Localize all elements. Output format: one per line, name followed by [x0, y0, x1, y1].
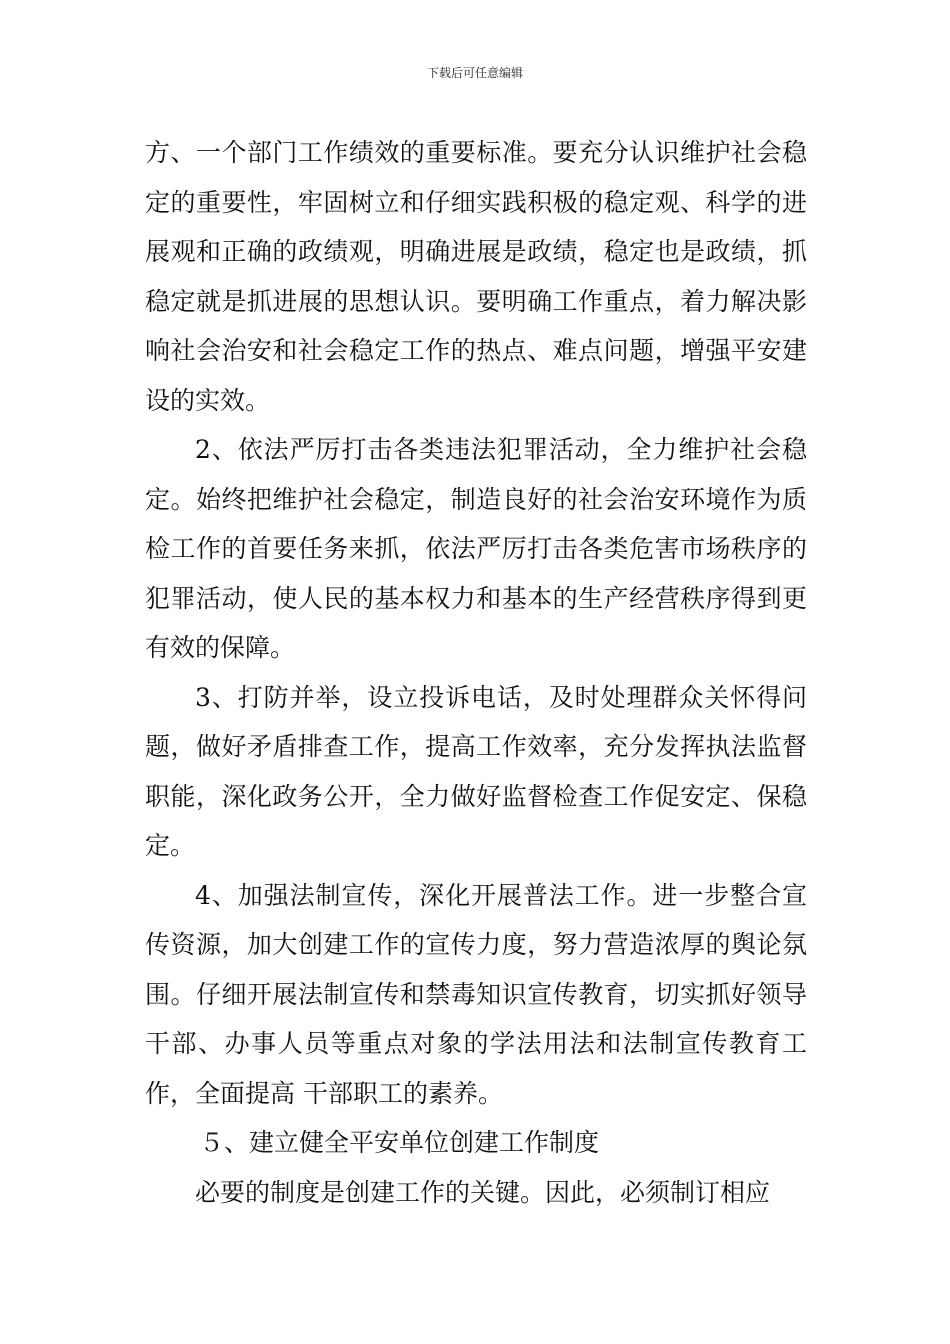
paragraph-item-2: 2、依法严厉打击各类违法犯罪活动，全力维护社会稳定。始终把维护社会稳定，制造良好的社会治安环境作为质检工作的首要任务来抓，依法严厉打击各类危害市场秩序的犯罪活动，使人民的基本权力和基本的生产经营秩序得到更有效的保障。: [145, 435, 807, 662]
page-header: 下载后可任意编辑: [426, 66, 523, 80]
paragraph-item-4: 4、加强法制宣传，深化开展普法工作。进一步整合宣传资源，加大创建工作的宣传力度，努力营造浓厚的舆论氛围。仔细开展法制宣传和禁毒知识宣传教育，切实抓好领导干部、办事人员等重点对象的学法用法和法制宣传教育工作，全面提高 干部职工的素养。: [145, 880, 807, 1108]
paragraph-item-5-heading: ５、建立健全平安单位创建工作制度: [199, 1128, 600, 1157]
paragraph-item-3: 3、打防并举，设立投诉电话，及时处理群众关怀得问题，做好矛盾排查工作，提高工作效率，充分发挥执法监督职能，深化政务公开，全力做好监督检查工作促安定、保稳定。: [145, 682, 807, 860]
paragraph-continuation: 方、一个部门工作绩效的重要标准。要充分认识维护社会稳定的重要性，牢固树立和仔细实践积极的稳定观、科学的进展观和正确的政绩观，明确进展是政绩，稳定也是政绩，抓稳定就是抓进展的思想认识。要明确工作重点，着力解决影响社会治安和社会稳定工作的热点、难点问题，增强平安建设的实效。: [145, 138, 807, 415]
document-body: [145, 128, 807, 1217]
paragraph-item-5-body: 必要的制度是创建工作的关键。因此，必须制订相应: [195, 1177, 771, 1207]
